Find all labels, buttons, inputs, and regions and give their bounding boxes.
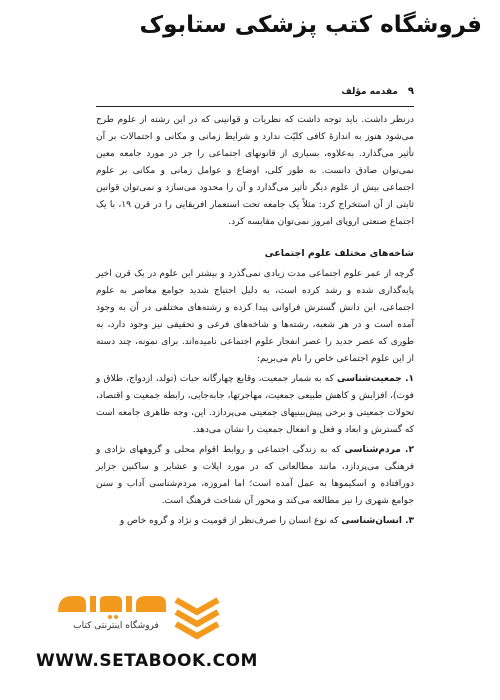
list-item	[96, 513, 414, 530]
book-chevron-icon	[172, 590, 222, 640]
list-item-text: که نوع انسان را صرف‌نظر از قومیت و نژاد و گروه خاص و	[119, 516, 342, 526]
running-section-title: مقدمه مؤلف	[341, 87, 398, 97]
list-item-text: که به شمار جمعیت، وقایع چهارگانه حیات (تولد، ازدواج، طلاق و فوت)، افزایش و کاهش طبیعی جمعیت، مهاجرتها، جابه‌جایی، رابطه جمعیت و اقتصاد، تحولات جمعیتی و برخی پیش‌بینیهای جمعیتی می‌پردازد. این، وجه ظاهری جامعه است که گسترش و ابعاد و فعل و انفعال جمعیت را نشان می‌دهد.	[96, 374, 414, 435]
page-running-header	[96, 84, 414, 107]
page-number: ۹	[407, 86, 414, 97]
setabook-logo[interactable]	[34, 590, 264, 640]
list-item	[96, 371, 414, 439]
list-item-lead: ۳. انسان‌شناسی	[341, 516, 414, 526]
list-item-lead: ۱. جمعیت‌شناسی	[337, 374, 414, 384]
site-url-link[interactable]: WWW.SETABOOK.COM	[36, 651, 258, 671]
section-heading: شاخه‌های مختلف علوم اجتماعی	[264, 248, 414, 259]
list-item	[96, 442, 414, 510]
section-paragraph: گرچه از عمر علوم اجتماعی مدت زیادی نمی‌گذرد و بیشتر این علوم در یک قرن اخیر پایه‌گذاری شده و رشد کرده است، به دلیل احتیاج شدید جوامع معاصر به علوم اجتماعی، این دانش گسترش فراوانی پیدا کرده و رشته‌های مختلفی در آن به وجود آمده است و در هر شعبه، رشته‌ها و شاخه‌های فرعی و تحقیقی نیز وجود دارد، به طوری که عصر جدید را عصر انفجار علوم اجتماعی نامیده‌اند. برای نمونه، چند دسته از این علوم اجتماعی خاص را نام می‌بریم:	[96, 269, 414, 364]
store-title: فروشگاه کتب پزشکی ستابوک	[139, 12, 482, 38]
logo-wordmark	[52, 590, 172, 620]
page-body	[96, 112, 414, 533]
list-item-lead: ۲. مردم‌شناسی	[344, 445, 414, 455]
intro-paragraph: درنظر داشت. باید توجه داشت که نظریات و قوانینی که در این رشته از علوم طرح می‌شود هنوز به اندازهٔ کافی کلیّت ندارد و شرایط زمانی و مکانی و احتمالات بر آن تأثیر می‌گذارد. به‌علاوه، بسیاری از قانونهای اجتماعی را جز در مورد جامعه معین نمی‌توان صادق دانست. به طور کلی، اوضاع و عوامل زمانی و مکانی بر علوم اجتماعی بیش از علوم دیگر تأثیر می‌گذارد و آن را محدود می‌سازد و نمی‌توان قوانین ثابتی از آن استخراج کرد: مثلاً یک جامعه تحت استعمار افریقایی را در قرن ۱۹، با یک اجتماع صنعتی اروپای امروز نمی‌توان مقایسه کرد.	[96, 115, 414, 227]
list-item-text: که به زندگی اجتماعی و روابط اقوام محلی و گروههای نژادی و فرهنگی می‌پردازد، مانند مطالعاتی که در مورد ایلات و عشایر و ساکنین جزایر دورافتاده و اسکیموها به عمل آمده است؛ اما امروزه، مردم‌شناسی آداب و سنن جوامع شهری را نیز مطالعه می‌کند و محور آن شناخت فرهنگ است.	[96, 445, 414, 506]
logo-tagline: فروشگاه اینترنتی کتاب	[73, 621, 159, 631]
